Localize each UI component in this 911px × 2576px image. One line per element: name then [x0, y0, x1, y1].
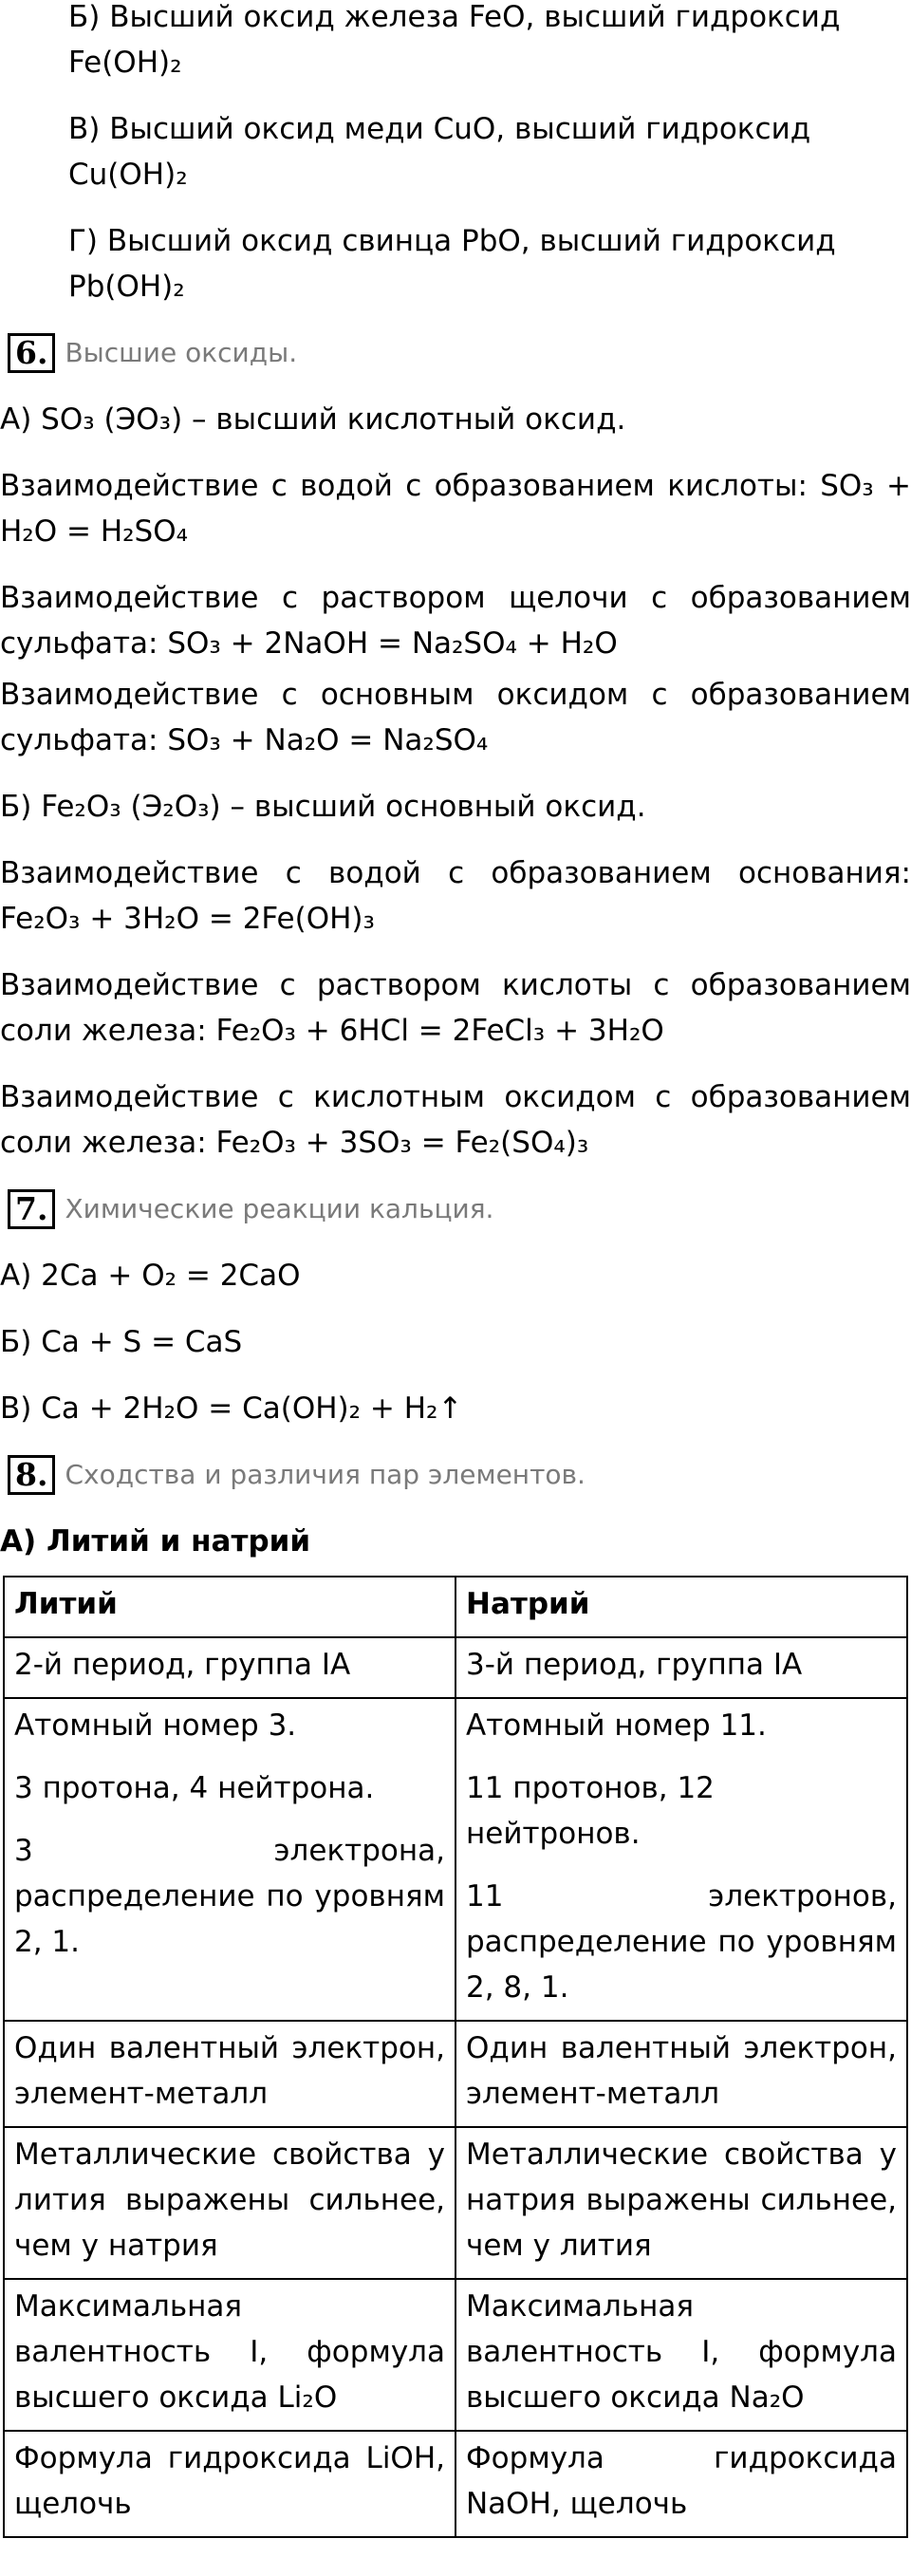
list-item: Г) Высший оксид свинца PbO, высший гидроксид Pb(OH)₂ [68, 224, 836, 304]
table-header-cell: Натрий [456, 1577, 907, 1637]
table-row [4, 1637, 907, 1698]
table-cell [4, 2431, 456, 2537]
cell-text: Один валентный электрон, элемент-металл [14, 2031, 445, 2111]
cell-text: Максимальная валентность I, формула высшего оксида Li₂O [14, 2289, 445, 2415]
cell-text: Металлические свойства у лития выражены сильнее, чем у натрия [14, 2137, 445, 2263]
task-title: Высшие оксиды. [65, 337, 298, 368]
table-cell [456, 2279, 907, 2431]
list-item: Б) Высший оксид железа FeO, высший гидроксид Fe(OH)₂ [68, 0, 841, 80]
table-row [4, 2431, 907, 2537]
table-row [4, 2279, 907, 2431]
task-6 [0, 330, 911, 1166]
paragraph: Взаимодействие с раствором щелочи с образованием сульфата: SO₃ + 2NaOH = Na₂SO₄ + H₂O [0, 581, 911, 661]
table-row [4, 1698, 907, 2021]
paragraph: А) SO₃ (ЭО₃) – высший кислотный оксид. [0, 402, 626, 437]
table-cell [456, 2127, 907, 2279]
paragraph: Взаимодействие с кислотным оксидом с образованием соли железа: Fe₂O₃ + 3SO₃ = Fe₂(SO₄)₃ [0, 1080, 911, 1160]
table-cell [456, 2431, 907, 2537]
paragraph: Б) Fe₂O₃ (Э₂O₃) – высший основный оксид. [0, 790, 646, 824]
table-cell [4, 1698, 456, 2021]
table-cell [456, 1698, 907, 2021]
cell-text: 3-й период, группа IA [466, 1648, 803, 1682]
task-title: Химические реакции кальция. [65, 1193, 494, 1224]
table-cell [4, 1637, 456, 1698]
cell-text: 2-й период, группа IA [14, 1648, 351, 1682]
cell-text: 11 протонов, 12 нейтронов. [466, 1771, 715, 1851]
cell-text: Атомный номер 11. [466, 1708, 767, 1743]
task-header [0, 1186, 911, 1232]
table-cell [456, 2021, 907, 2127]
task-number: 6. [8, 333, 55, 373]
table-cell [456, 1637, 907, 1698]
task-number: 7. [8, 1189, 55, 1229]
table-cell [4, 2127, 456, 2279]
table-header-cell: Литий [4, 1577, 456, 1637]
section-subheading: А) Литий и натрий [0, 1524, 311, 1559]
table-row [4, 2127, 907, 2279]
table-row [4, 2021, 907, 2127]
paragraph: В) Ca + 2H₂O = Ca(OH)₂ + H₂↑ [0, 1391, 463, 1426]
paragraph: Взаимодействие с раствором кислоты с образованием соли железа: Fe₂O₃ + 6HCl = 2FeCl₃ + 3H₂O [0, 968, 911, 1048]
comparison-table [3, 1576, 908, 2538]
list-item: В) Высший оксид меди CuO, высший гидроксид Cu(OH)₂ [68, 112, 811, 192]
cell-text: Формула гидроксида LiOH, щелочь [14, 2441, 445, 2521]
task-number: 8. [8, 1455, 55, 1495]
cell-text: Формула гидроксида NaOH, щелочь [466, 2441, 897, 2521]
cell-text: Максимальная валентность I, формула высшего оксида Na₂O [466, 2289, 897, 2415]
top-list [0, 0, 911, 309]
table-cell [4, 2021, 456, 2127]
cell-text: Атомный номер 3. [14, 1708, 297, 1743]
table-cell [4, 2279, 456, 2431]
cell-text: 3 протона, 4 нейтрона. [14, 1771, 375, 1805]
task-title: Сходства и различия пар элементов. [65, 1459, 586, 1490]
task-header [0, 1452, 911, 1498]
paragraph: Взаимодействие с основным оксидом с образованием сульфата: SO₃ + Na₂O = Na₂SO₄ [0, 678, 911, 757]
cell-text: Металлические свойства у натрия выражены сильнее, чем у лития [466, 2137, 897, 2263]
paragraph: А) 2Ca + O₂ = 2CaO [0, 1259, 301, 1293]
paragraph: Взаимодействие с водой с образованием основания: Fe₂O₃ + 3H₂O = 2Fe(OH)₃ [0, 856, 911, 936]
task-7 [0, 1186, 911, 1431]
paragraph: Взаимодействие с водой с образованием кислоты: SO₃ + H₂O = H₂SO₄ [0, 469, 911, 549]
task-8 [0, 1452, 911, 2538]
paragraph: Б) Ca + S = CaS [0, 1325, 243, 1359]
task-header [0, 330, 911, 376]
table-header-row [4, 1577, 907, 1637]
cell-text: 3 электрона, распределение по уровням 2, 1. [14, 1834, 445, 1959]
cell-text: 11 электронов, распределение по уровням 2, 8, 1. [466, 1879, 897, 2005]
cell-text: Один валентный электрон, элемент-металл [466, 2031, 897, 2111]
